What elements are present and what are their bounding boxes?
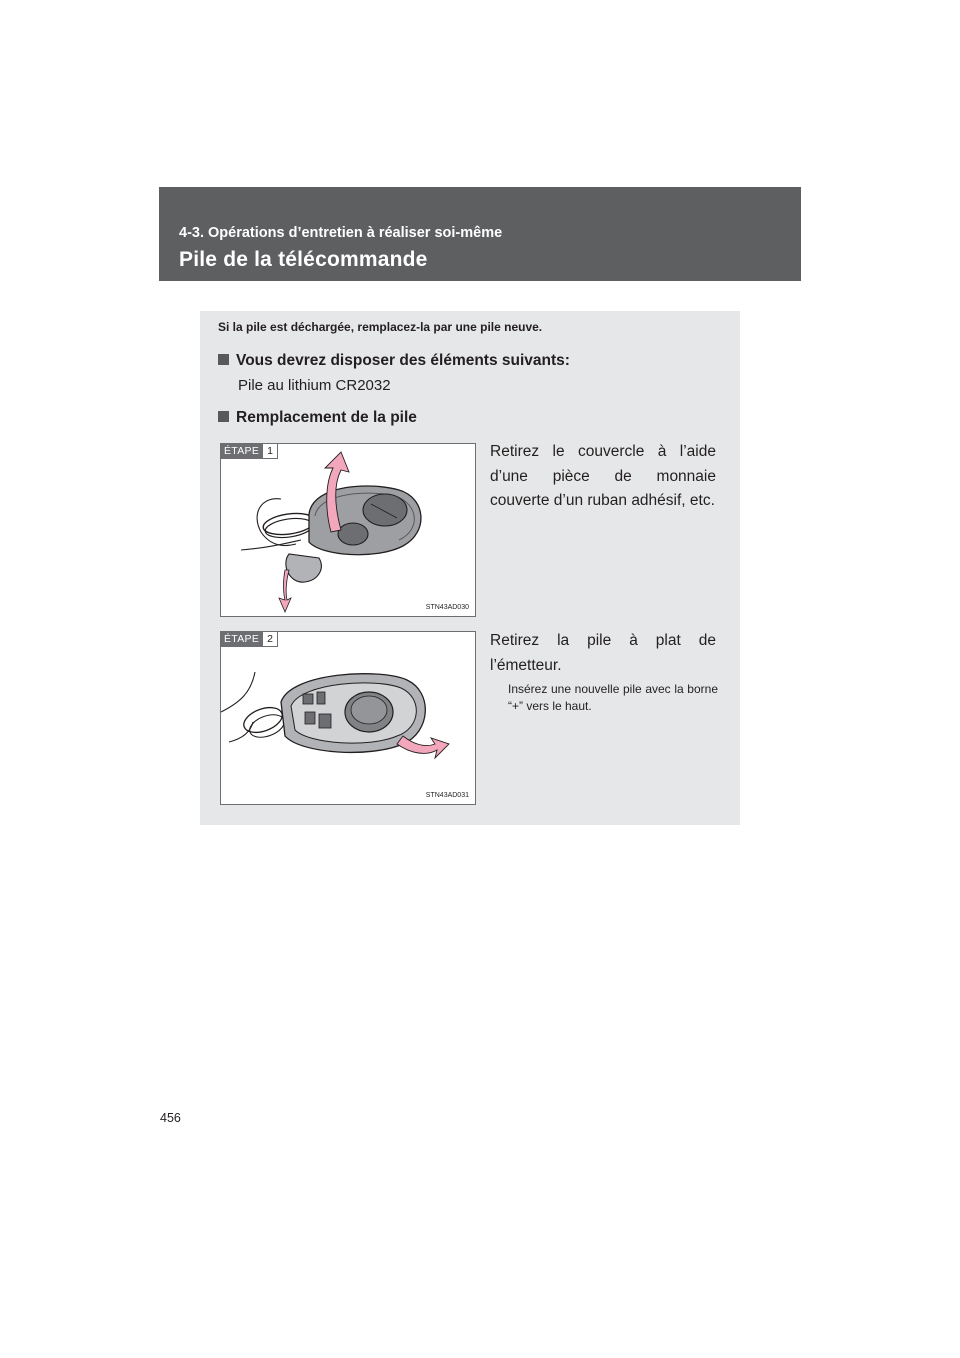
figure-code: STN43AD030 xyxy=(425,604,469,611)
key-fob-cover-illustration xyxy=(221,444,475,616)
heading-required-items-label: Vous devrez disposer des éléments suivants: xyxy=(236,352,570,369)
square-bullet-icon xyxy=(218,411,229,422)
page-title: Pile de la télécommande xyxy=(179,248,428,271)
required-item: Pile au lithium CR2032 xyxy=(238,377,391,394)
figure-code: STN43AD031 xyxy=(425,792,469,799)
step-badge-label: ÉTAPE xyxy=(221,632,262,647)
square-bullet-icon xyxy=(218,354,229,365)
intro-text: Si la pile est déchargée, remplacez-la par une pile neuve. xyxy=(218,320,543,334)
section-header xyxy=(159,187,801,281)
step-badge-number: 2 xyxy=(262,632,278,647)
heading-replacement-label: Remplacement de la pile xyxy=(236,409,417,426)
step-badge-label: ÉTAPE xyxy=(221,444,262,459)
page-number: 456 xyxy=(160,1111,181,1125)
heading-replacement xyxy=(218,409,417,427)
section-label: 4-3. Opérations d’entretien à réaliser soi-même xyxy=(179,225,503,241)
step-2-note: Insérez une nouvelle pile avec la borne “+” vers le haut. xyxy=(508,682,718,713)
step-1-instruction: Retirez le couvercle à l’aide d’une pièce de monnaie couverte d’un ruban adhésif, etc. xyxy=(490,443,716,509)
step-badge xyxy=(221,632,278,647)
step-badge-number: 1 xyxy=(262,444,278,459)
key-fob-battery-illustration xyxy=(221,632,475,804)
step-1-figure xyxy=(220,443,476,617)
step-2-instruction: Retirez la pile à plat de l’émetteur. xyxy=(490,632,716,674)
step-2-figure xyxy=(220,631,476,805)
heading-required-items xyxy=(218,352,570,370)
content-panel xyxy=(200,311,740,825)
step-badge xyxy=(221,444,278,459)
